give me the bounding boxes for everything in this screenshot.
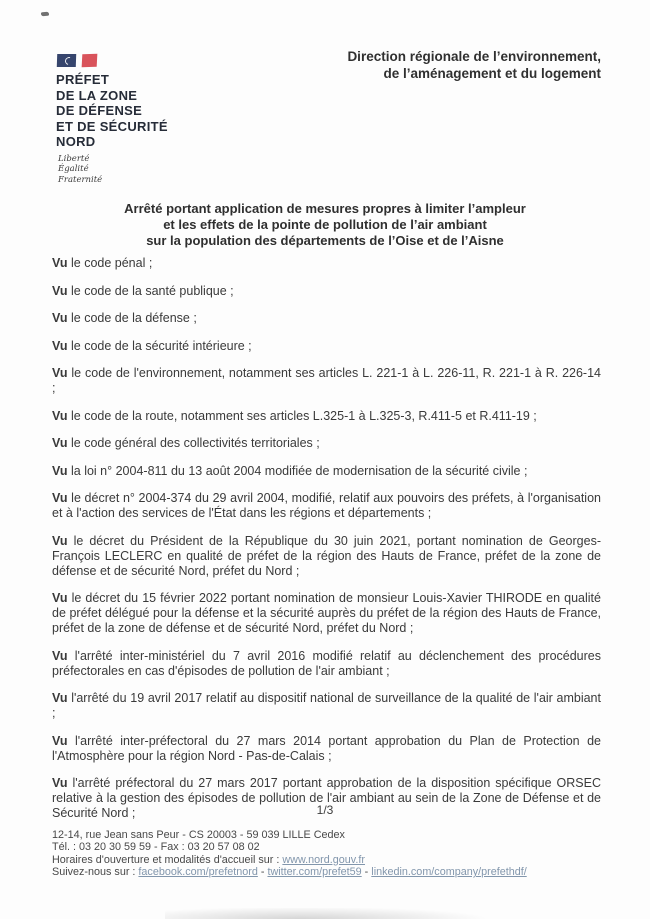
logo-wordmark-line: ET DE SÉCURITÉ: [56, 118, 168, 134]
vu-paragraph: [52, 734, 601, 764]
vu-paragraph: [52, 409, 601, 424]
footer-separator: -: [257, 866, 268, 879]
vu-lead: Vu: [52, 691, 68, 705]
vu-paragraph: [52, 534, 601, 579]
vu-lead: Vu: [52, 648, 68, 663]
vu-lead: Vu: [52, 776, 68, 790]
scan-artifact-mark: [41, 12, 49, 17]
footer-link-facebook[interactable]: facebook.com/prefetnord: [138, 866, 258, 879]
vu-text: le code de la santé publique ;: [71, 283, 234, 298]
logo-wordmark-line: NORD: [56, 134, 96, 150]
logo-wordmark-line: DE LA ZONE: [56, 87, 138, 103]
vu-text: le décret du 15 février 2022 portant nomination de monsieur Louis-Xavier THIRODE en qualité de préfet délégué pour la défense et la sécurité auprès du préfet de la région des Hauts de France, préfet de la zone de défense et de sécurité Nord, préfet du Nord ;: [52, 591, 601, 635]
logo-wordmark: [56, 72, 168, 150]
gov-logo: [56, 54, 168, 185]
vu-lead: Vu: [52, 436, 68, 450]
vu-paragraph: [52, 284, 601, 299]
motto-line: Égalité: [58, 164, 89, 175]
vu-text: l'arrêté du 19 avril 2017 relatif au dispositif national de surveillance de la qualité de l'air ambiant ;: [52, 691, 601, 720]
vu-lead: Vu: [52, 463, 68, 478]
vu-text: le code de la route, notamment ses articles L.325-1 à L.325-3, R.411-5 et R.411-19 ;: [71, 408, 537, 423]
vu-text: la loi n° 2004-811 du 13 août 2004 modifiée de modernisation de la sécurité civile ;: [71, 463, 528, 478]
vu-lead: Vu: [52, 338, 68, 353]
footer-separator: -: [361, 866, 372, 879]
logo-wordmark-line: DE DÉFENSE: [56, 103, 143, 119]
vu-text: le décret du Président de la République du 30 juin 2021, portant nomination de Georges-François LECLERC en qualité de préfet de la région des Hauts de France, préfet de la zone de défense et de sécurité Nord, préfet du Nord ;: [52, 533, 601, 578]
vu-paragraph: [52, 691, 601, 721]
footer-link-website[interactable]: www.nord.gouv.fr: [282, 853, 365, 866]
vu-text: le code de la défense ;: [71, 311, 197, 325]
document-title-line: Arrêté portant application de mesures propres à limiter l’ampleur: [124, 201, 526, 216]
footer-link-linkedin[interactable]: linkedin.com/company/prefethdf/: [371, 866, 527, 879]
vu-paragraph: [52, 339, 601, 354]
vu-paragraph: [52, 491, 601, 521]
flag-red-block: [82, 54, 98, 68]
motto-line: Liberté: [58, 153, 90, 164]
footer: [52, 829, 527, 879]
vu-text: le code pénal ;: [71, 256, 153, 270]
document-title-line: et les effets de la pointe de pollution de l’air ambiant: [163, 217, 487, 233]
vu-text: le code de la sécurité intérieure ;: [71, 338, 252, 353]
vu-lead: Vu: [52, 311, 68, 325]
logo-wordmark-line: PRÉFET: [56, 72, 110, 87]
vu-text: le décret n° 2004-374 du 29 avril 2004, modifié, relatif aux pouvoirs des préfets, à l'organisation et à l'action des services de l'État dans les régions et départements ;: [52, 491, 601, 520]
vu-lead: Vu: [52, 533, 68, 548]
direction-header-line: de l’aménagement et du logement: [383, 66, 601, 81]
logo-motto: [58, 154, 168, 185]
vu-paragraph: [52, 464, 601, 479]
document-title: [0, 201, 650, 250]
footer-link-twitter[interactable]: twitter.com/prefet59: [267, 866, 362, 879]
vu-lead: Vu: [52, 491, 68, 505]
vu-lead: Vu: [52, 283, 68, 298]
flag-blue-block: [57, 54, 76, 67]
footer-social-label: Suivez-nous sur :: [52, 866, 139, 879]
vu-paragraph: [52, 436, 601, 451]
vu-text: l'arrêté inter-préfectoral du 27 mars 2014 portant approbation du Plan de Protection de l'Atmosphère pour la région Nord - Pas-de-Calais ;: [52, 733, 601, 763]
vu-text: le code de l'environnement, notamment ses articles L. 221-1 à L. 226-11, R. 221-1 à R. 226-14 ;: [52, 366, 601, 395]
vu-lead: Vu: [52, 366, 68, 380]
recitals-body: [52, 256, 601, 834]
vu-text: l'arrêté préfectoral du 27 mars 2017 portant approbation de la disposition spécifique ORSEC relative à la gestion des épisodes de pollution de l'air ambiant au sein de la Zone de Défense et de Sécurité Nord ;: [52, 776, 601, 820]
vu-lead: Vu: [52, 733, 68, 748]
vu-lead: Vu: [52, 591, 68, 605]
footer-hours-label: Horaires d'ouverture et modalités d'accueil sur :: [52, 853, 283, 866]
vu-paragraph: [52, 311, 601, 326]
vu-paragraph: [52, 649, 601, 679]
vu-paragraph: [52, 256, 601, 271]
document-title-line: sur la population des départements de l’Oise et de l’Aisne: [146, 233, 504, 249]
vu-text: le code général des collectivités territoriales ;: [71, 436, 320, 450]
footer-hours-line: [52, 854, 527, 866]
direction-header-line: Direction régionale de l’environnement,: [347, 49, 601, 64]
page-number: 1/3: [316, 803, 334, 817]
footer-social-line: [52, 866, 527, 878]
motto-line: Fraternité: [58, 174, 103, 185]
french-flag-icon: [57, 54, 168, 68]
vu-lead: Vu: [52, 408, 68, 423]
direction-header: [347, 48, 601, 82]
vu-text: l'arrêté inter-ministériel du 7 avril 2016 modifié relatif au déclenchement des procédures préfectorales en cas d'épisodes de pollution de l'air ambiant ;: [52, 648, 601, 678]
footer-address: 12-14, rue Jean sans Peur - CS 20003 - 59 039 LILLE Cedex: [52, 829, 345, 841]
footer-phone: Tél. : 03 20 30 59 59 - Fax : 03 20 57 08 02: [52, 841, 260, 854]
bottom-scan-shadow: [165, 908, 650, 919]
vu-lead: Vu: [52, 256, 68, 270]
vu-paragraph: [52, 366, 601, 396]
vu-paragraph: [52, 591, 601, 636]
